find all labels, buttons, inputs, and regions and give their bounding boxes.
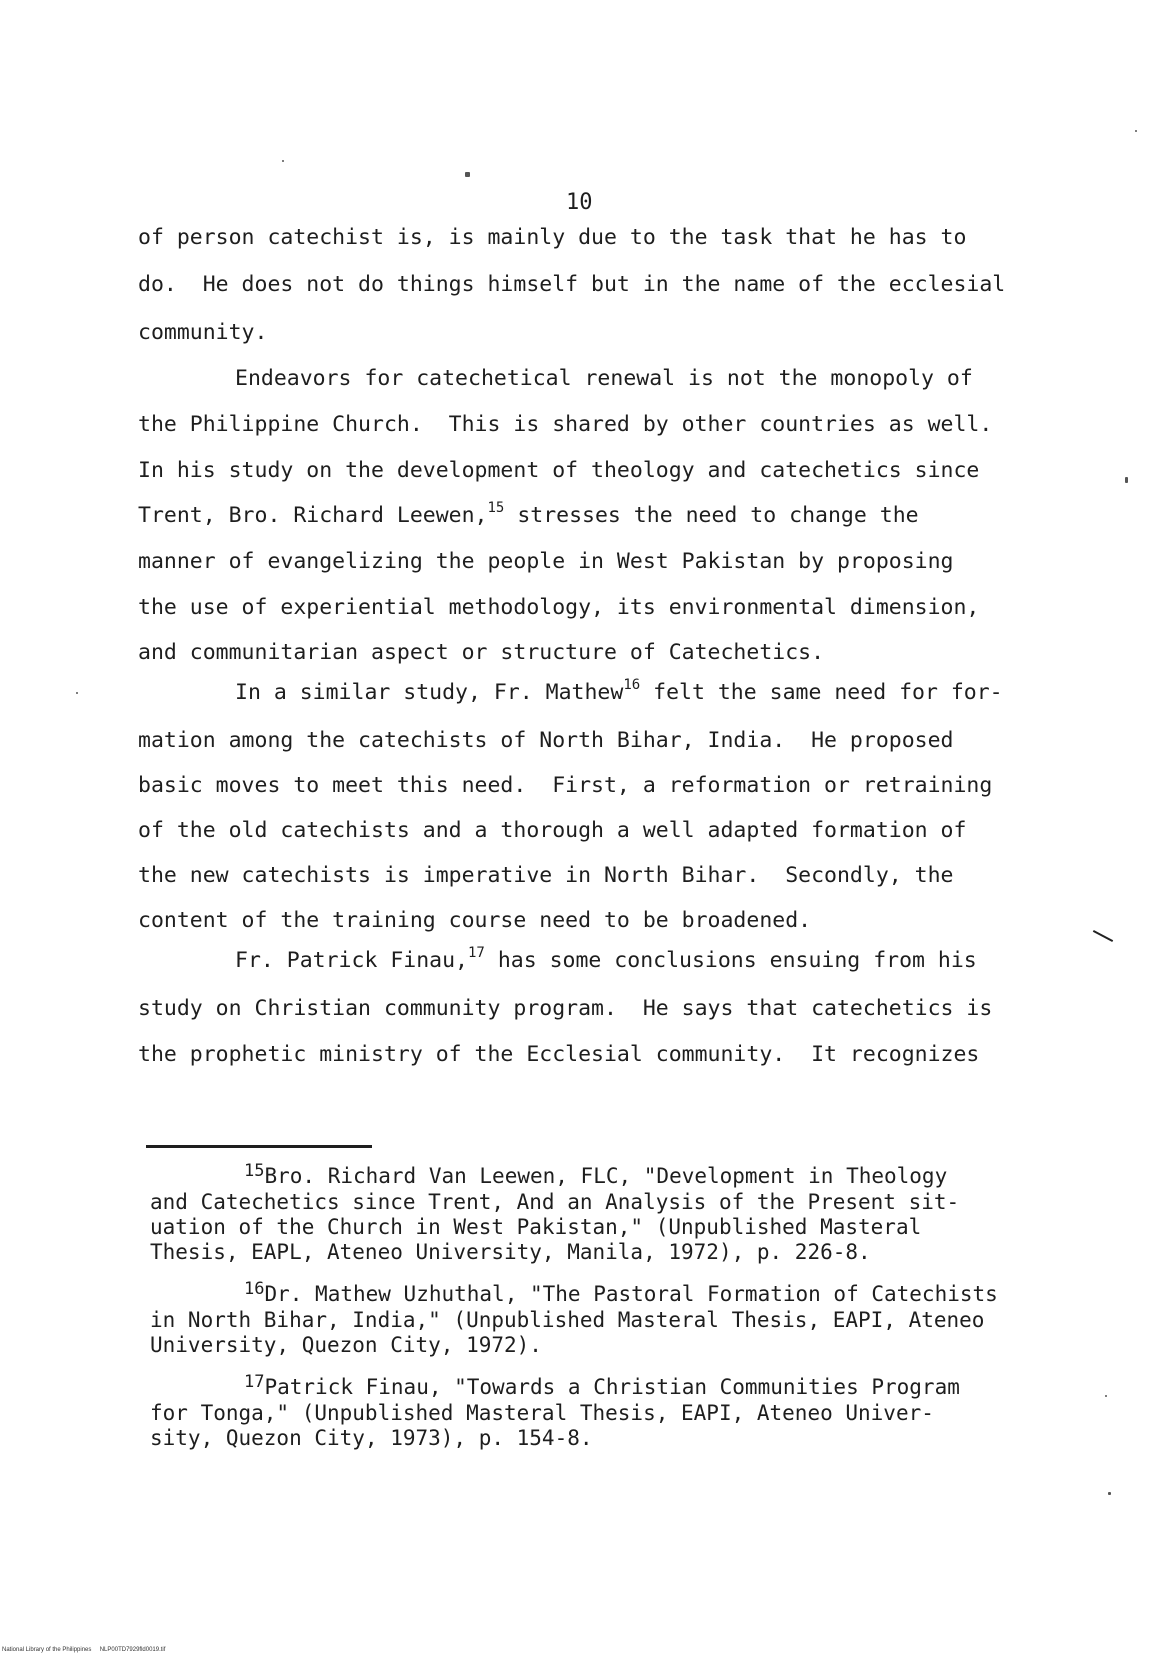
footnote-16-line: in North Bihar, India," (Unpublished Masteral Thesis, EAPI, Ateneo — [150, 1308, 985, 1332]
body-line — [138, 500, 919, 528]
body-line: basic moves to meet this need. First, a reformation or retraining — [138, 773, 993, 798]
footnote-marker: 16 — [244, 1279, 265, 1299]
footnote-15-line — [244, 1161, 948, 1188]
ref17-lead: Fr. Patrick Finau, — [235, 948, 468, 973]
scan-speck — [76, 692, 78, 694]
ref17-rest: has some conclusions ensuing from his — [497, 948, 977, 973]
body-line: the use of experiential methodology, its environmental dimension, — [138, 595, 980, 620]
archive-footer: National Library of the Philippines NLP00TD7929fld0019.tif — [2, 1647, 166, 1653]
scan-speck — [1125, 477, 1128, 483]
scan-speck — [1135, 130, 1137, 132]
footnote-text: Patrick Finau, "Towards a Christian Communities Program — [264, 1375, 960, 1399]
footnote-separator — [146, 1145, 372, 1148]
ref16-lead: In a similar study, Fr. Mathew — [235, 680, 624, 705]
body-line: the prophetic ministry of the Ecclesial community. It recognizes — [138, 1042, 980, 1067]
body-line: do. He does not do things himself but in the name of the ecclesial — [138, 272, 1006, 297]
footnote-17-line — [244, 1372, 960, 1399]
footnote-17-line: for Tonga," (Unpublished Masteral Thesis, EAPI, Ateneo Univer- — [150, 1401, 934, 1425]
footnote-text: Bro. Richard Van Leewen, FLC, "Development in Theology — [264, 1164, 948, 1188]
body-line: of the old catechists and a thorough a well adapted formation of — [138, 818, 967, 843]
body-line: mation among the catechists of North Bihar, India. He proposed — [138, 728, 954, 753]
body-line: community. — [138, 320, 268, 345]
footnote-16-line: University, Quezon City, 1972). — [150, 1333, 542, 1357]
body-line — [235, 945, 977, 973]
footnote-15-line: uation of the Church in West Pakistan," (Unpublished Masteral — [150, 1215, 922, 1239]
scan-speck — [1108, 1492, 1111, 1495]
scan-mark — [1093, 930, 1113, 942]
body-line: In his study on the development of theology and catechetics since — [138, 458, 980, 483]
ref16-rest: felt the same need for for- — [653, 680, 1003, 705]
ref15-lead: Trent, Bro. Richard Leewen, — [138, 503, 488, 528]
footnote-15-line: and Catechetics since Trent, And an Analysis of the Present sit- — [150, 1190, 960, 1214]
footnote-17-line: sity, Quezon City, 1973), p. 154-8. — [150, 1426, 593, 1450]
scan-speck — [465, 172, 470, 177]
page-number: 10 — [566, 190, 593, 215]
scan-speck — [1105, 1395, 1107, 1397]
footnote-ref-16: 16 — [623, 677, 641, 693]
body-line: manner of evangelizing the people in West Pakistan by proposing — [138, 549, 954, 574]
ref15-rest: stresses the need to change the — [517, 503, 919, 528]
footnote-marker: 15 — [244, 1161, 265, 1181]
footnote-ref-17: 17 — [468, 945, 485, 961]
scan-speck — [282, 160, 284, 162]
footnote-text: Dr. Mathew Uzhuthal, "The Pastoral Formation of Catechists — [264, 1282, 998, 1306]
footnote-15-line: Thesis, EAPL, Ateneo University, Manila, 1972), p. 226-8. — [150, 1240, 871, 1264]
body-line — [235, 677, 1003, 705]
footnote-marker: 17 — [244, 1372, 265, 1392]
body-line: study on Christian community program. He says that catechetics is — [138, 996, 993, 1021]
body-line: of person catechist is, is mainly due to the task that he has to — [138, 225, 967, 250]
body-line: content of the training course need to be broadened. — [138, 908, 812, 933]
body-line: Endeavors for catechetical renewal is not the monopoly of — [235, 366, 973, 391]
body-line: the new catechists is imperative in North Bihar. Secondly, the — [138, 863, 954, 888]
footnote-ref-15: 15 — [487, 500, 505, 516]
footnote-16-line — [244, 1279, 998, 1306]
body-line: the Philippine Church. This is shared by other countries as well. — [138, 412, 993, 437]
body-line: and communitarian aspect or structure of Catechetics. — [138, 640, 825, 665]
